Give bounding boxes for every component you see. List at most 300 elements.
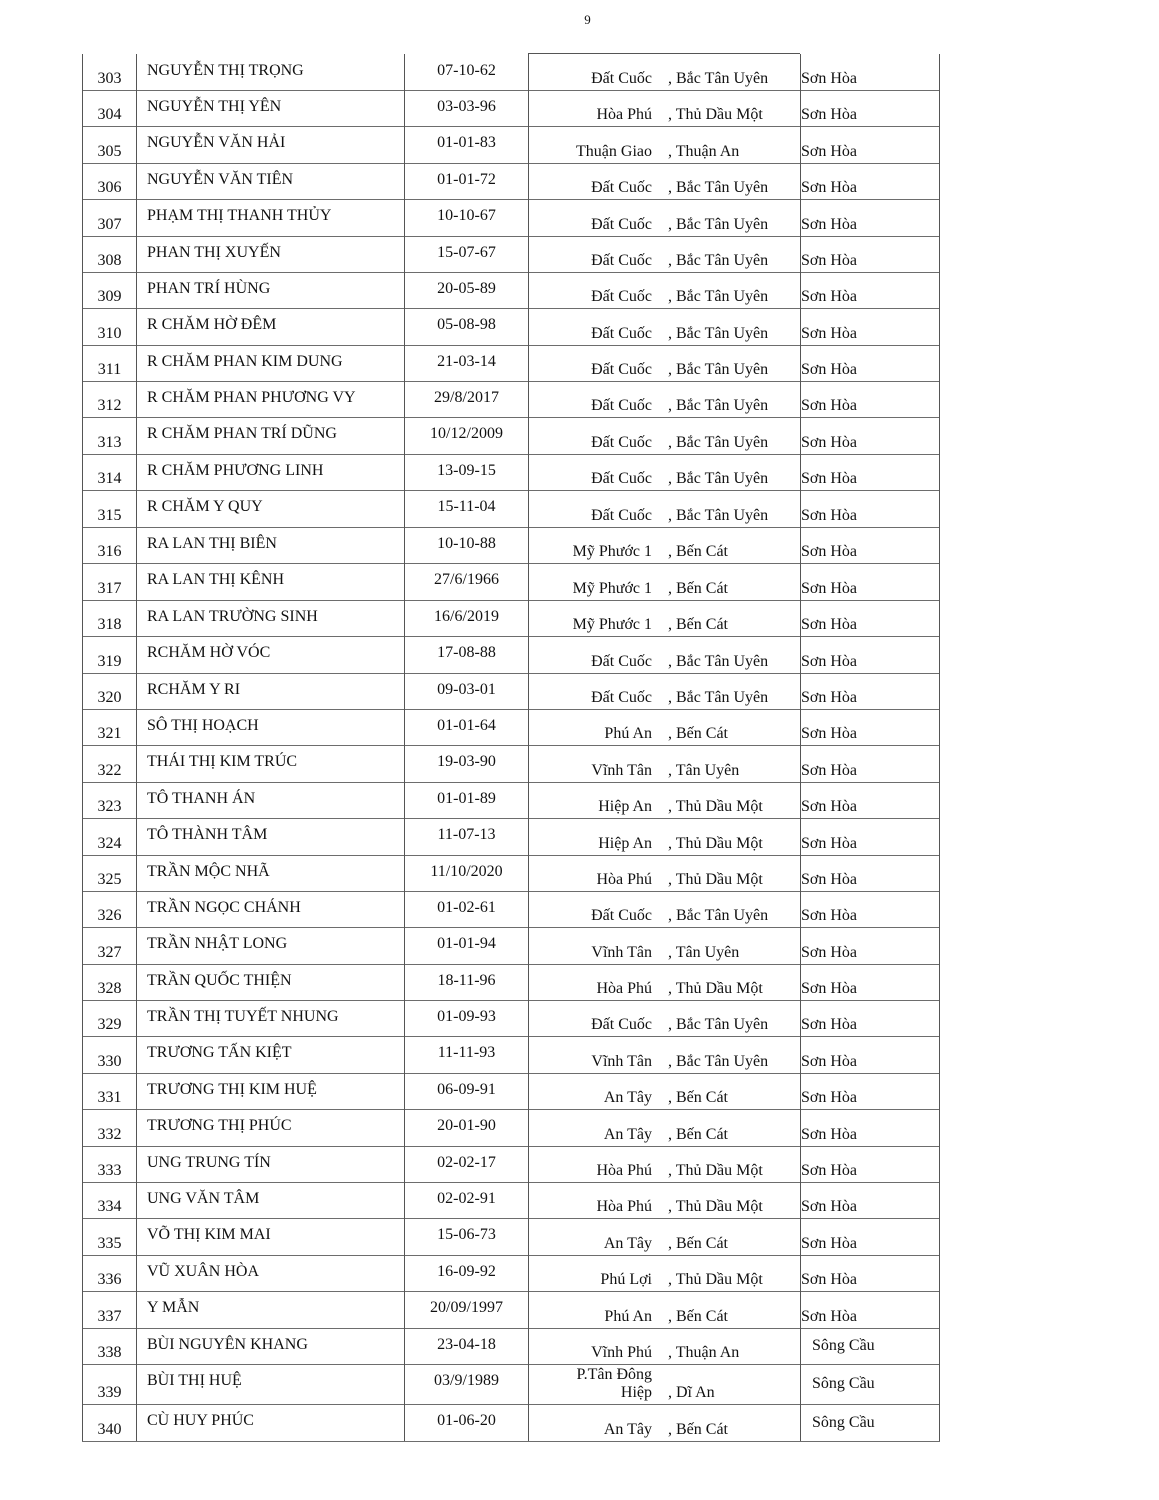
district-cell xyxy=(662,1364,800,1404)
date-of-birth-cell xyxy=(404,381,528,417)
table-row xyxy=(82,1073,940,1110)
group: Sơn Hòa xyxy=(801,325,858,342)
full-name-cell xyxy=(136,1364,404,1404)
ward: Hòa Phú xyxy=(596,1162,652,1179)
row-number-cell xyxy=(82,454,136,490)
group: Sơn Hòa xyxy=(801,1308,858,1325)
group-cell xyxy=(800,673,940,709)
ward-cell xyxy=(528,90,662,126)
date-of-birth-cell xyxy=(404,308,528,345)
group-cell xyxy=(800,1109,940,1146)
district-cell xyxy=(662,1000,800,1036)
date-of-birth: 01-06-20 xyxy=(437,1412,496,1429)
group-cell xyxy=(800,818,940,855)
date-of-birth-cell xyxy=(404,600,528,636)
full-name: UNG TRUNG TÍN xyxy=(147,1154,271,1171)
ward-cell xyxy=(528,782,662,818)
ward-cell xyxy=(528,199,662,236)
full-name: RA LAN TRƯỜNG SINH xyxy=(147,608,318,625)
ward: Đất Cuốc xyxy=(591,325,652,342)
full-name: RA LAN THỊ BIÊN xyxy=(147,535,277,552)
table-row xyxy=(82,1036,940,1074)
table-row xyxy=(82,1109,940,1147)
group-cell xyxy=(800,927,940,964)
group-cell xyxy=(800,1218,940,1255)
date-of-birth-cell xyxy=(404,1182,528,1218)
group-cell xyxy=(800,417,940,454)
row-number: 318 xyxy=(97,616,122,633)
group: Sơn Hòa xyxy=(801,835,858,852)
full-name-cell xyxy=(136,490,404,527)
full-name: TRẦN THỊ TUYẾT NHUNG xyxy=(147,1008,339,1025)
date-of-birth-cell xyxy=(404,636,528,673)
ward: An Tây xyxy=(603,1421,652,1438)
full-name-cell xyxy=(136,600,404,636)
ward: Đất Cuốc xyxy=(591,216,652,233)
table-row xyxy=(82,563,940,601)
date-of-birth: 03-03-96 xyxy=(437,98,496,115)
date-of-birth-cell xyxy=(404,855,528,891)
ward: Vĩnh Tân xyxy=(591,944,652,961)
date-of-birth: 29/8/2017 xyxy=(434,389,499,406)
full-name: R CHĂM HỜ ĐÊM xyxy=(147,316,277,333)
date-of-birth: 01-02-61 xyxy=(437,899,496,916)
group-cell xyxy=(800,600,940,636)
row-number-cell xyxy=(82,1182,136,1218)
ward-cell xyxy=(528,709,662,745)
district-cell xyxy=(662,1218,800,1255)
date-of-birth: 16/6/2019 xyxy=(434,608,499,625)
row-number: 334 xyxy=(97,1198,122,1215)
row-number-cell xyxy=(82,527,136,563)
ward: Đất Cuốc xyxy=(591,653,652,670)
table-row xyxy=(82,126,940,164)
ward-cell xyxy=(528,1328,662,1364)
district-cell xyxy=(662,1328,800,1364)
ward: Hòa Phú xyxy=(596,980,652,997)
district-cell xyxy=(662,1073,800,1109)
row-number: 312 xyxy=(97,397,122,414)
table-row xyxy=(82,600,940,637)
ward: Đất Cuốc xyxy=(591,689,652,706)
group: Sơn Hòa xyxy=(801,1126,858,1143)
full-name-cell xyxy=(136,891,404,927)
group-cell xyxy=(800,636,940,673)
district: , Thủ Dầu Một xyxy=(668,1198,763,1215)
ward xyxy=(529,1366,662,1402)
date-of-birth-cell xyxy=(404,1146,528,1182)
date-of-birth-cell xyxy=(404,54,528,90)
row-number: 329 xyxy=(97,1016,122,1033)
ward: Hiệp An xyxy=(598,835,652,852)
district: , Bến Cát xyxy=(668,543,728,560)
row-number-cell xyxy=(82,709,136,745)
district-cell xyxy=(662,1255,800,1291)
district: , Bắc Tân Uyên xyxy=(668,179,769,196)
row-number-cell xyxy=(82,964,136,1000)
group: Sơn Hòa xyxy=(801,1053,858,1070)
table-row xyxy=(82,1000,940,1037)
group: Sơn Hòa xyxy=(801,907,858,924)
district-cell xyxy=(662,308,800,345)
ward-line-2: Hiệp xyxy=(620,1384,652,1401)
ward-cell xyxy=(528,818,662,855)
full-name: TÔ THÀNH TÂM xyxy=(147,826,268,843)
group-cell xyxy=(800,709,940,745)
row-number: 328 xyxy=(97,980,122,997)
ward: Phú Lợi xyxy=(600,1271,652,1288)
group: Sơn Hòa xyxy=(801,543,858,560)
row-number: 323 xyxy=(97,798,122,815)
group-cell xyxy=(800,90,940,126)
district-cell xyxy=(662,381,800,417)
district-cell xyxy=(662,90,800,126)
district: , Bắc Tân Uyên xyxy=(668,653,769,670)
full-name: VÕ THỊ KIM MAI xyxy=(147,1226,271,1243)
district: , Bắc Tân Uyên xyxy=(668,907,769,924)
group: Sơn Hòa xyxy=(801,798,858,815)
group: Sơn Hòa xyxy=(801,434,858,451)
district: , Tân Uyên xyxy=(668,762,740,779)
full-name: TÔ THANH ÁN xyxy=(147,790,256,807)
full-name: PHAN TRÍ HÙNG xyxy=(147,280,271,297)
district: , Thủ Dầu Một xyxy=(668,106,763,123)
group-cell xyxy=(800,199,940,236)
row-number: 331 xyxy=(97,1089,122,1106)
date-of-birth: 01-01-94 xyxy=(437,935,496,952)
row-number: 305 xyxy=(97,143,122,160)
ward: Đất Cuốc xyxy=(591,907,652,924)
group-cell xyxy=(800,964,940,1000)
ward-line-1: P.Tân Đông xyxy=(576,1366,652,1383)
group-cell xyxy=(800,1404,940,1441)
full-name-cell xyxy=(136,1291,404,1328)
date-of-birth: 15-06-73 xyxy=(437,1226,496,1243)
group: Sơn Hòa xyxy=(801,1162,858,1179)
full-name-cell xyxy=(136,345,404,381)
date-of-birth-cell xyxy=(404,563,528,600)
date-of-birth: 01-09-93 xyxy=(437,1008,496,1025)
group-cell xyxy=(800,745,940,782)
full-name: SÔ THỊ HOẠCH xyxy=(147,717,259,734)
table-row xyxy=(82,308,940,346)
row-number-cell xyxy=(82,199,136,236)
full-name: BÙI THỊ HUỆ xyxy=(147,1372,242,1389)
ward: Phú An xyxy=(604,725,652,742)
date-of-birth-cell xyxy=(404,1218,528,1255)
district: , Bến Cát xyxy=(668,1308,728,1325)
table-row xyxy=(82,927,940,965)
group: Sơn Hòa xyxy=(801,689,858,706)
row-number-cell xyxy=(82,126,136,163)
row-number: 314 xyxy=(97,470,122,487)
ward: An Tây xyxy=(603,1235,652,1252)
full-name-cell xyxy=(136,272,404,308)
group-cell xyxy=(800,126,940,163)
full-name: NGUYỄN VĂN TIÊN xyxy=(147,171,294,188)
district-cell xyxy=(662,782,800,818)
date-of-birth-cell xyxy=(404,673,528,709)
table-row xyxy=(82,891,940,928)
date-of-birth-cell xyxy=(404,1291,528,1328)
table-row xyxy=(82,54,940,91)
row-number: 321 xyxy=(97,725,122,742)
full-name: TRẦN NGỌC CHÁNH xyxy=(147,899,301,916)
full-name-cell xyxy=(136,381,404,417)
row-number-cell xyxy=(82,381,136,417)
group-cell xyxy=(800,163,940,199)
row-number-cell xyxy=(82,927,136,964)
full-name: CÙ HUY PHÚC xyxy=(147,1412,254,1429)
full-name: TRƯƠNG THỊ KIM HUỆ xyxy=(147,1081,317,1098)
group-cell xyxy=(800,490,940,527)
row-number: 310 xyxy=(97,325,122,342)
district: , Bắc Tân Uyên xyxy=(668,361,769,378)
district: , Bắc Tân Uyên xyxy=(668,1053,769,1070)
row-number: 330 xyxy=(97,1053,122,1070)
ward-cell xyxy=(528,381,662,417)
group: Sơn Hòa xyxy=(801,1198,858,1215)
date-of-birth: 17-08-88 xyxy=(437,644,496,661)
group-cell xyxy=(800,381,940,417)
full-name-cell xyxy=(136,855,404,891)
row-number: 306 xyxy=(97,179,122,196)
ward-cell xyxy=(528,636,662,673)
group: Sông Cầu xyxy=(812,1375,875,1392)
full-name: Y MẪN xyxy=(147,1299,200,1316)
district-cell xyxy=(662,673,800,709)
full-name-cell xyxy=(136,709,404,745)
row-number: 326 xyxy=(97,907,122,924)
group: Sơn Hòa xyxy=(801,1089,858,1106)
full-name: NGUYỄN THỊ TRỌNG xyxy=(147,62,304,79)
row-number: 304 xyxy=(97,106,122,123)
row-number: 336 xyxy=(97,1271,122,1288)
group-cell xyxy=(800,1364,940,1404)
full-name-cell xyxy=(136,1109,404,1146)
ward-cell xyxy=(528,964,662,1000)
full-name-cell xyxy=(136,126,404,163)
group-cell xyxy=(800,54,940,90)
date-of-birth: 07-10-62 xyxy=(437,62,496,79)
ward-cell xyxy=(528,1146,662,1182)
full-name-cell xyxy=(136,636,404,673)
district-cell xyxy=(662,1146,800,1182)
date-of-birth: 11/10/2020 xyxy=(430,863,503,880)
district-cell xyxy=(662,126,800,163)
full-name-cell xyxy=(136,818,404,855)
district-cell xyxy=(662,1404,800,1441)
row-number-cell xyxy=(82,1036,136,1073)
table-row xyxy=(82,1182,940,1219)
row-number-cell xyxy=(82,236,136,272)
date-of-birth: 20-01-90 xyxy=(437,1117,496,1134)
ward-cell xyxy=(528,1291,662,1328)
ward: Hiệp An xyxy=(598,798,652,815)
district: , Bắc Tân Uyên xyxy=(668,434,769,451)
ward: An Tây xyxy=(603,1126,652,1143)
ward-cell xyxy=(528,1218,662,1255)
group: Sơn Hòa xyxy=(801,580,858,597)
row-number-cell xyxy=(82,1328,136,1364)
ward: Thuận Giao xyxy=(576,143,652,160)
full-name-cell xyxy=(136,236,404,272)
date-of-birth: 11-07-13 xyxy=(437,826,496,843)
district-cell xyxy=(662,236,800,272)
ward: Đất Cuốc xyxy=(591,397,652,414)
ward-cell xyxy=(528,1109,662,1146)
group-cell xyxy=(800,527,940,563)
district: , Bến Cát xyxy=(668,725,728,742)
district: , Bắc Tân Uyên xyxy=(668,252,769,269)
ward: Phú An xyxy=(604,1308,652,1325)
district-cell xyxy=(662,1291,800,1328)
district-cell xyxy=(662,454,800,490)
table-row xyxy=(82,199,940,237)
date-of-birth-cell xyxy=(404,964,528,1000)
row-number-cell xyxy=(82,1291,136,1328)
full-name: TRẦN QUỐC THIỆN xyxy=(147,972,292,989)
district-cell xyxy=(662,709,800,745)
table-row xyxy=(82,236,940,273)
date-of-birth: 06-09-91 xyxy=(437,1081,496,1098)
row-number-cell xyxy=(82,563,136,600)
full-name-cell xyxy=(136,1073,404,1109)
group-cell xyxy=(800,1073,940,1109)
table-row xyxy=(82,782,940,819)
table-row xyxy=(82,490,940,528)
row-number: 308 xyxy=(97,252,122,269)
district: , Bắc Tân Uyên xyxy=(668,288,769,305)
row-number-cell xyxy=(82,417,136,454)
row-number: 319 xyxy=(97,653,122,670)
full-name: RA LAN THỊ KÊNH xyxy=(147,571,285,588)
ward: Hòa Phú xyxy=(596,871,652,888)
date-of-birth: 10-10-67 xyxy=(437,207,496,224)
ward-cell xyxy=(528,54,662,90)
full-name: R CHĂM PHƯƠNG LINH xyxy=(147,462,324,479)
date-of-birth-cell xyxy=(404,1404,528,1441)
date-of-birth-cell xyxy=(404,782,528,818)
ward: Vĩnh Phú xyxy=(591,1344,652,1361)
district-cell xyxy=(662,417,800,454)
group: Sơn Hòa xyxy=(801,762,858,779)
district-cell xyxy=(662,199,800,236)
row-number: 316 xyxy=(97,543,122,560)
ward: Hòa Phú xyxy=(596,1198,652,1215)
district-cell xyxy=(662,272,800,308)
date-of-birth-cell xyxy=(404,1036,528,1073)
district: , Bắc Tân Uyên xyxy=(668,507,769,524)
ward-cell xyxy=(528,1073,662,1109)
ward-cell xyxy=(528,1182,662,1218)
group: Sông Cầu xyxy=(812,1337,875,1354)
group: Sơn Hòa xyxy=(801,507,858,524)
date-of-birth: 15-07-67 xyxy=(437,244,496,261)
full-name: UNG VĂN TÂM xyxy=(147,1190,260,1207)
full-name-cell xyxy=(136,1036,404,1073)
date-of-birth: 03/9/1989 xyxy=(434,1372,499,1389)
group: Sơn Hòa xyxy=(801,470,858,487)
date-of-birth-cell xyxy=(404,1109,528,1146)
date-of-birth: 09-03-01 xyxy=(437,681,496,698)
full-name-cell xyxy=(136,163,404,199)
ward-cell xyxy=(528,1255,662,1291)
table-row xyxy=(82,90,940,127)
group-cell xyxy=(800,1182,940,1218)
group: Sơn Hòa xyxy=(801,653,858,670)
group-cell xyxy=(800,308,940,345)
ward-cell xyxy=(528,236,662,272)
district-cell xyxy=(662,891,800,927)
date-of-birth-cell xyxy=(404,163,528,199)
group: Sơn Hòa xyxy=(801,871,858,888)
district-cell xyxy=(662,563,800,600)
row-number: 309 xyxy=(97,288,122,305)
full-name: NGUYỄN VĂN HẢI xyxy=(147,134,286,151)
full-name-cell xyxy=(136,90,404,126)
group-cell xyxy=(800,236,940,272)
full-name-cell xyxy=(136,964,404,1000)
district: , Dĩ An xyxy=(668,1384,715,1401)
group-cell xyxy=(800,454,940,490)
ward-cell xyxy=(528,163,662,199)
full-name: TRẦN NHẬT LONG xyxy=(147,935,288,952)
full-name-cell xyxy=(136,1000,404,1036)
district-cell xyxy=(662,600,800,636)
ward: An Tây xyxy=(603,1089,652,1106)
full-name-cell xyxy=(136,1146,404,1182)
row-number-cell xyxy=(82,1255,136,1291)
group: Sơn Hòa xyxy=(801,1016,858,1033)
date-of-birth-cell xyxy=(404,490,528,527)
date-of-birth: 01-01-72 xyxy=(437,171,496,188)
table-row xyxy=(82,163,940,200)
district: , Thủ Dầu Một xyxy=(668,871,763,888)
row-number: 333 xyxy=(97,1162,122,1179)
date-of-birth: 21-03-14 xyxy=(437,353,496,370)
district: , Bến Cát xyxy=(668,1126,728,1143)
group-cell xyxy=(800,272,940,308)
date-of-birth: 10-10-88 xyxy=(437,535,496,552)
date-of-birth: 16-09-92 xyxy=(437,1263,496,1280)
date-of-birth: 20-05-89 xyxy=(437,280,496,297)
ward-cell xyxy=(528,1364,662,1404)
row-number: 335 xyxy=(97,1235,122,1252)
district-cell xyxy=(662,927,800,964)
ward: Mỹ Phước 1 xyxy=(572,543,652,560)
table-row xyxy=(82,709,940,746)
district: , Bến Cát xyxy=(668,1089,728,1106)
district-cell xyxy=(662,1109,800,1146)
ward: Đất Cuốc xyxy=(591,1016,652,1033)
row-number: 340 xyxy=(97,1421,122,1438)
full-name: TRƯƠNG THỊ PHÚC xyxy=(147,1117,292,1134)
row-number-cell xyxy=(82,1364,136,1404)
ward: Mỹ Phước 1 xyxy=(572,616,652,633)
district-cell xyxy=(662,818,800,855)
table-row xyxy=(82,345,940,382)
district: , Bến Cát xyxy=(668,616,728,633)
full-name: NGUYỄN THỊ YÊN xyxy=(147,98,282,115)
table-row xyxy=(82,964,940,1001)
row-number-cell xyxy=(82,891,136,927)
table-row xyxy=(82,855,940,892)
group-cell xyxy=(800,1000,940,1036)
date-of-birth: 05-08-98 xyxy=(437,316,496,333)
date-of-birth: 23-04-18 xyxy=(437,1336,496,1353)
row-number-cell xyxy=(82,1109,136,1146)
